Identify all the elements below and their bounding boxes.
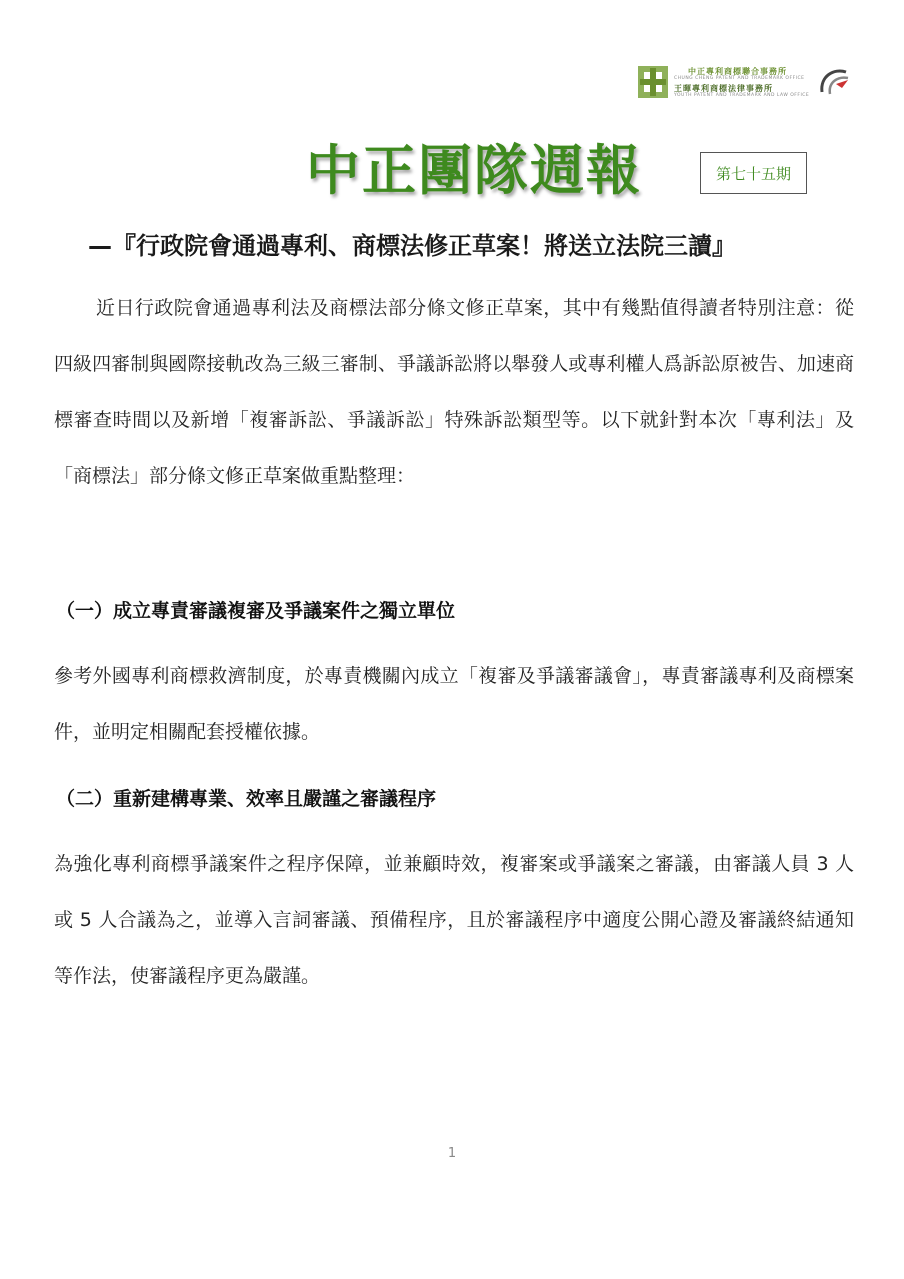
section-heading-1: （一）成立專責審議複審及爭議案件之獨立單位 [56, 600, 456, 622]
intro-paragraph: 近日行政院會通過專利法及商標法部分條文修正草案，其中有幾點值得讀者特別注意：從四級四審制與國際接軌改為三級三審制、爭議訴訟將以舉發人或專利權人爲訴訟原被告、加速商標審查時間以及新增「複審訴訟、爭議訴訟」特殊訴訟類型等。以下就針對本次「專利法」及「商標法」部分條文修正草案做重點整理： [54, 297, 854, 487]
logo-name-cn-2: 王暉專利商標法律事務所 [674, 84, 773, 93]
issue-number: 第七十五期 [715, 164, 791, 183]
logo-name-cn-1: 中正專利商標聯合事務所 [688, 67, 787, 76]
logo-swoosh-icon [816, 66, 850, 98]
logo-mark-icon [638, 66, 668, 98]
firm-logo [638, 66, 850, 100]
logo-name-en-2: YOUTH PATENT AND TRADEMARK AND LAW OFFICE [674, 93, 810, 98]
section-body-2: 為強化專利商標爭議案件之程序保障，並兼顧時效，複審案或爭議案之審議，由審議人員 3 人或 5 人合議為之，並導入言詞審議、預備程序，且於審議程序中適度公開心證及審議終結通知等作法，使審議程序更為嚴謹。 [54, 853, 854, 987]
issue-number-box [700, 152, 807, 194]
section-heading-2: （二）重新建構專業、效率且嚴謹之審議程序 [56, 788, 437, 810]
page-number: 1 [447, 1146, 457, 1161]
article-subtitle: —『行政院會通過專利、商標法修正草案！將送立法院三讀』 [88, 232, 736, 260]
newsletter-title: 中正團隊週報 [306, 139, 642, 202]
section-body-1: 參考外國專利商標救濟制度，於專責機關內成立「複審及爭議審議會」，專責審議專利及商標案件，並明定相關配套授權依據。 [54, 665, 854, 743]
logo-name-en-1: CHUNG CHENG PATENT AND TRADEMARK OFFICE [674, 76, 805, 81]
